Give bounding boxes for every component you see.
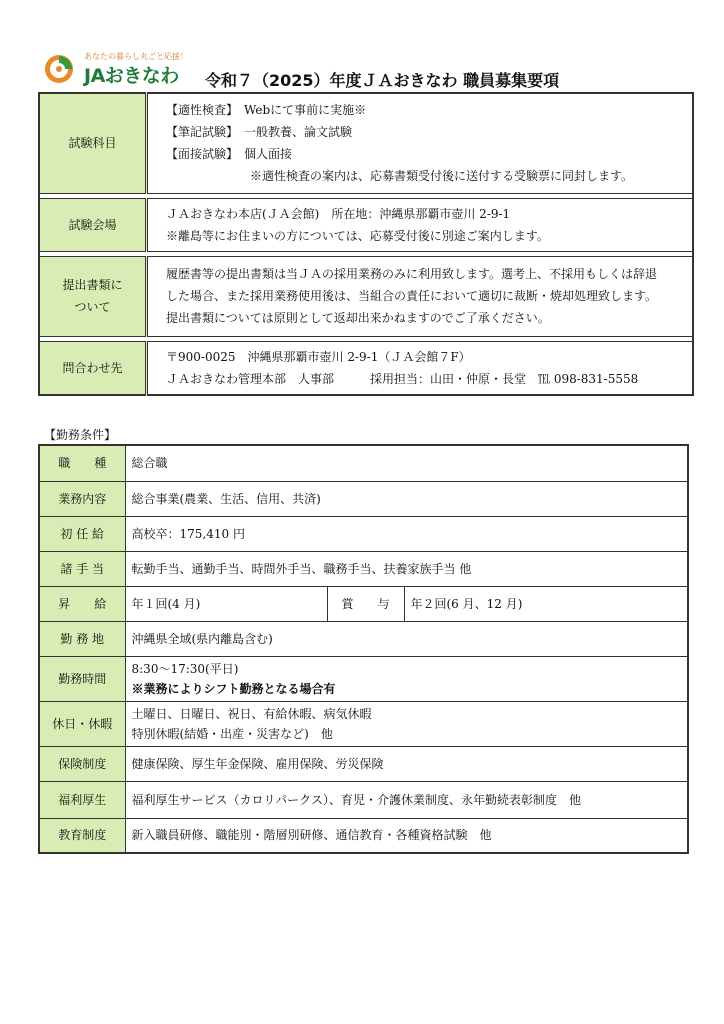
row-label: 職 種 <box>39 445 125 481</box>
row-value: 転勤手当、通勤手当、時間外手当、職務手当、扶養家族手当 他 <box>125 551 688 586</box>
row-value: 新入職員研修、職能別・階層別研修、通信教育・各種資格試験 他 <box>125 818 688 853</box>
row-line: した場合、また採用業務使用後は、当組合の責任において適切に裁断・焼却処理致します。 <box>166 289 658 303</box>
table-row <box>39 93 693 193</box>
table-row <box>39 341 693 395</box>
logo-name: JAおきなわ <box>84 65 179 87</box>
table-row <box>39 198 693 251</box>
row-value <box>147 341 694 395</box>
row-label: 保険制度 <box>39 746 125 781</box>
row-value: 総合職 <box>125 445 688 481</box>
table-row <box>39 256 693 336</box>
row-value <box>147 93 694 193</box>
page-header <box>40 48 690 92</box>
row-line: 〒900-0025 沖縄県那覇市壺川 2-9-1（ＪＡ会館７F） <box>166 349 471 364</box>
row-label: 福利厚生 <box>39 781 125 818</box>
holidays-value-2: 特別休暇(結婚・出産・災害など) 他 <box>131 726 333 741</box>
row-value: 健康保険、厚生年金保険、雇用保険、労災保険 <box>125 746 688 781</box>
row-line: 【適性検査】 Webにて事前に実施※ <box>166 103 367 118</box>
row-label: 休日・休暇 <box>39 701 125 746</box>
table-row <box>39 781 688 818</box>
row-label: 試験科目 <box>39 93 147 193</box>
table-row <box>39 481 688 516</box>
row-value: 福利厚生サービス（カロリパークス）、育児・介護休業制度、永年勤続表彰制度 他 <box>125 781 688 818</box>
table-row <box>39 551 688 586</box>
table-row <box>39 818 688 853</box>
row-line: ※適性検査の案内は、応募書類受付後に送付する受験票に同封します。 <box>166 169 634 184</box>
row-label: 勤 務 地 <box>39 621 125 656</box>
row-label: 教育制度 <box>39 818 125 853</box>
row-value: 高校卒：175,410 円 <box>125 516 688 551</box>
row-line: ＪＡおきなわ本店(ＪＡ会館) 所在地：沖縄県那覇市壺川 2-9-1 <box>166 206 511 221</box>
row-line: 【筆記試験】 一般教養、論文試験 <box>166 125 353 140</box>
table-row <box>39 746 688 781</box>
row-label: 試験会場 <box>39 198 147 251</box>
row-value <box>125 701 688 746</box>
bonus-value: 年２回(6 月、12 月) <box>404 586 688 621</box>
ja-okinawa-logo <box>44 48 194 88</box>
row-value <box>147 256 694 336</box>
row-line: 履歴書等の提出書類は当ＪＡの採用業務のみに利用致します。選考上、不採用もしくは辞退 <box>166 267 658 281</box>
conditions-section-label: 【勤務条件】 <box>44 428 117 442</box>
page-title: 令和７（2025）年度ＪＡおきなわ 職員募集要項 <box>205 71 560 90</box>
row-line: 提出書類については原則として返却出来かねますのでご了承ください。 <box>166 311 550 325</box>
row-label <box>39 256 147 336</box>
label-line: 提出書類に <box>62 278 123 292</box>
ja-logo-icon <box>44 54 74 84</box>
hours-note: ※業務によりシフト勤務となる場合有 <box>131 681 336 696</box>
hours-value: 8:30～17:30(平日) <box>131 661 239 676</box>
holidays-value: 土曜日、日曜日、祝日、有給休暇、病気休暇 <box>131 706 372 721</box>
row-line: 【面接試験】 個人面接 <box>166 147 293 162</box>
table-row <box>39 586 688 621</box>
row-label: 問合わせ先 <box>39 341 147 395</box>
label-line: ついて <box>74 300 111 314</box>
row-label: 昇 給 <box>39 586 125 621</box>
row-value: 総合事業(農業、生活、信用、共済) <box>125 481 688 516</box>
row-line: ＪＡおきなわ管理本部 人事部 採用担当：山田・仲原・長堂 ℡ 098-831-5558 <box>166 371 639 386</box>
row-label: 業務内容 <box>39 481 125 516</box>
table-row <box>39 445 688 481</box>
conditions-table <box>38 444 689 854</box>
row-label: 勤務時間 <box>39 656 125 701</box>
row-value <box>125 656 688 701</box>
row-value <box>147 198 694 251</box>
logo-tagline: あなたの暮らし丸ごと応援！ <box>84 52 188 61</box>
table-row <box>39 516 688 551</box>
table-row <box>39 621 688 656</box>
row-value: 年１回(4 月) <box>125 586 327 621</box>
table-row <box>39 656 688 701</box>
bonus-label: 賞 与 <box>327 586 404 621</box>
row-value: 沖縄県全域(県内離島含む) <box>125 621 688 656</box>
exam-info-table <box>38 92 694 396</box>
row-line: ※離島等にお住まいの方については、応募受付後に別途ご案内します。 <box>166 228 549 243</box>
row-label: 初 任 給 <box>39 516 125 551</box>
row-label: 諸 手 当 <box>39 551 125 586</box>
table-row <box>39 701 688 746</box>
